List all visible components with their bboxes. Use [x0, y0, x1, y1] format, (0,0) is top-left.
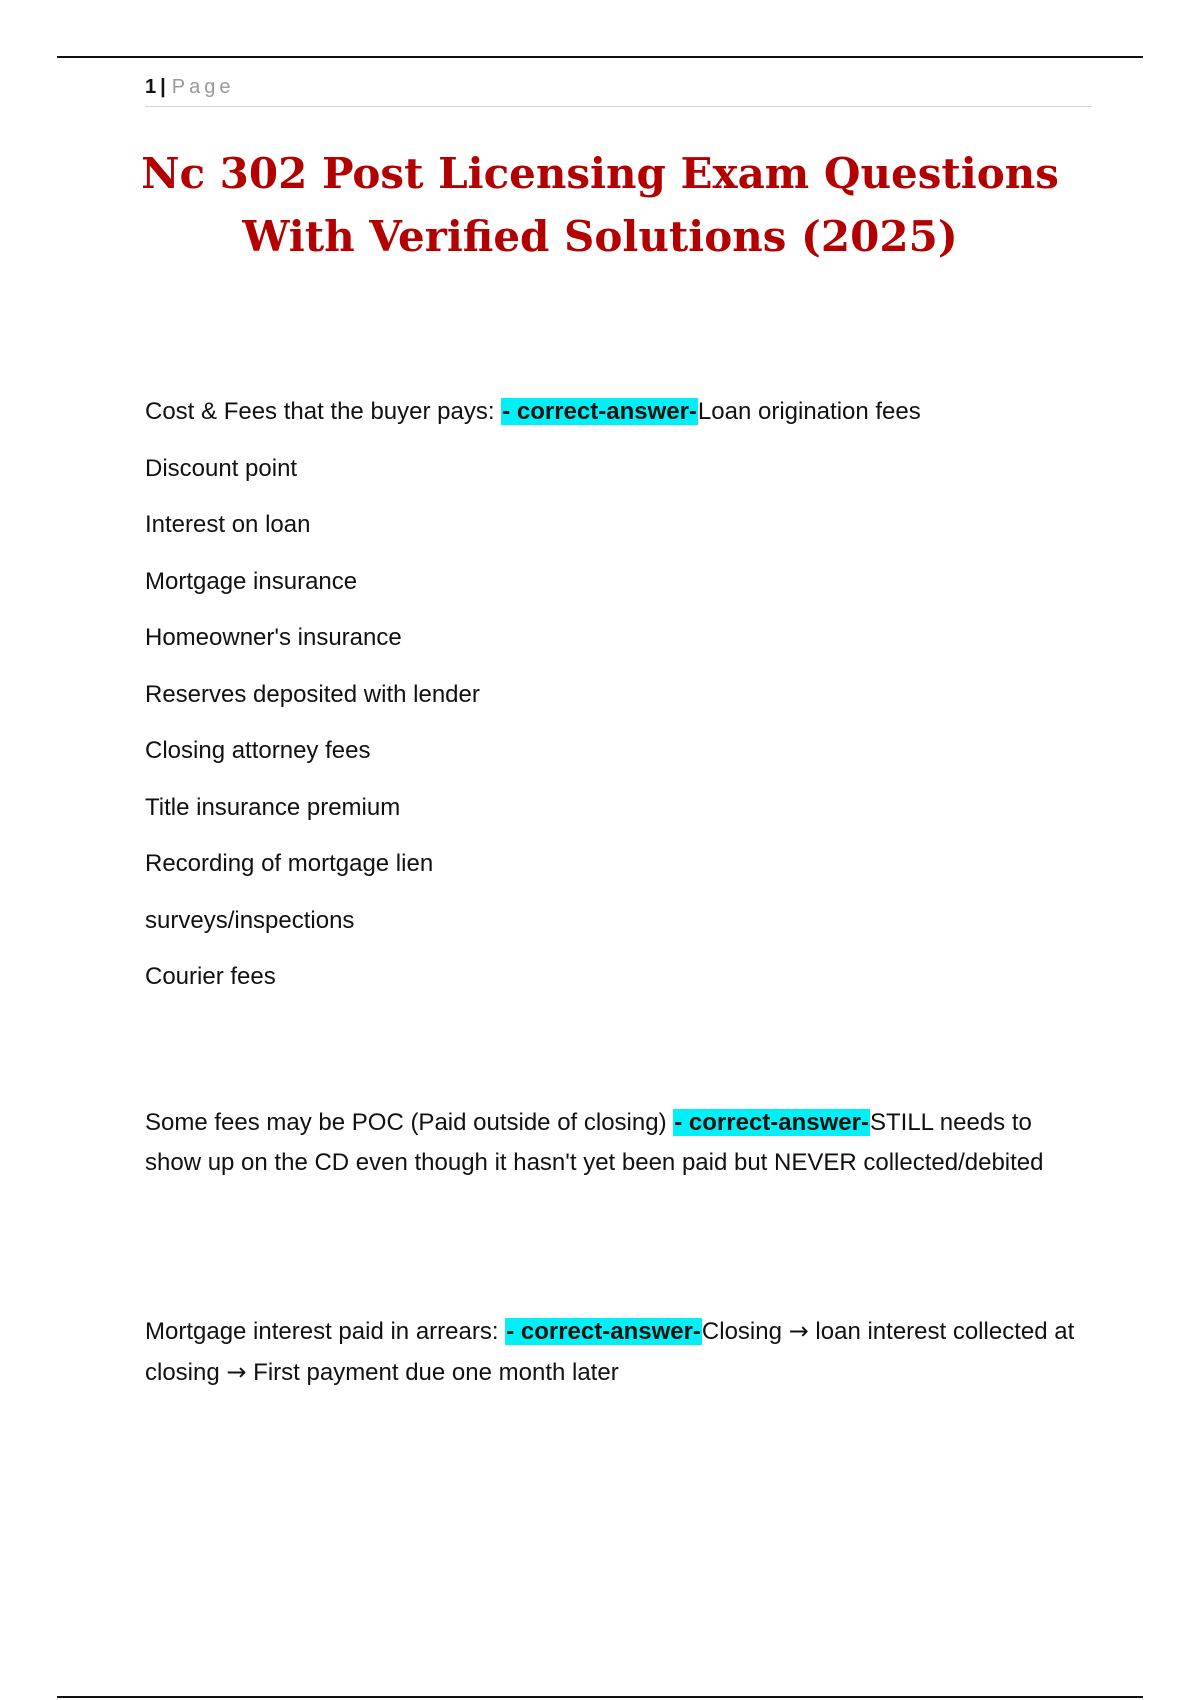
answer-line: Interest on loan	[145, 511, 311, 538]
top-rule	[57, 56, 1143, 58]
title-line-2: With Verified Solutions (2025)	[242, 212, 958, 261]
qa-block-2	[145, 1103, 1075, 1183]
answer-line: Recording of mortgage lien	[145, 850, 434, 877]
answer-line: Courier fees	[145, 963, 276, 990]
page-separator: |	[160, 76, 166, 98]
answer-text-part-1: Closing	[701, 1318, 782, 1345]
arrow-right-icon: →	[788, 1317, 809, 1345]
answer-line: Homeowner's insurance	[145, 624, 402, 651]
answer-line: Reserves deposited with lender	[145, 680, 480, 708]
answer-marker: - correct-answer-	[506, 1318, 701, 1345]
answer-line: surveys/inspections	[145, 906, 355, 934]
question-text: Cost & Fees that the buyer pays:	[145, 398, 495, 425]
qa-block-3	[145, 1311, 1075, 1393]
answer-text: Loan origination fees	[697, 398, 921, 425]
answer-marker: - correct-answer-	[502, 398, 697, 425]
answer-line: Closing attorney fees	[145, 737, 371, 764]
page-header	[145, 72, 1092, 107]
qa-paragraph	[145, 1311, 1075, 1393]
question-text: Some fees may be POC (Paid outside of closing)	[145, 1109, 667, 1136]
answer-text-part-3: First payment due one month later	[253, 1359, 619, 1386]
answer-marker: - correct-answer-	[674, 1109, 869, 1136]
qa-paragraph	[145, 1103, 1075, 1183]
bottom-rule	[57, 1696, 1143, 1698]
arrow-right-icon: →	[226, 1358, 247, 1386]
document-body	[145, 396, 1075, 1393]
page-number: 1	[145, 76, 157, 98]
answer-line: Discount point	[145, 454, 298, 482]
qa-block-1	[145, 396, 1075, 993]
title-line-1: Nc 302 Post Licensing Exam Questions	[141, 149, 1059, 198]
answer-line: Title insurance premium	[145, 793, 401, 821]
answer-text-part-2: loan interest collected at closing	[145, 1318, 1075, 1386]
question-line	[145, 396, 1075, 428]
answer-line: Mortgage insurance	[145, 567, 358, 595]
document-title	[100, 142, 1100, 268]
page-word: Page	[171, 76, 235, 98]
question-text: Mortgage interest paid in arrears:	[145, 1318, 499, 1345]
answer-text: STILL needs to show up on the CD even though it hasn't yet been paid but NEVER collected/debited	[145, 1109, 1044, 1176]
